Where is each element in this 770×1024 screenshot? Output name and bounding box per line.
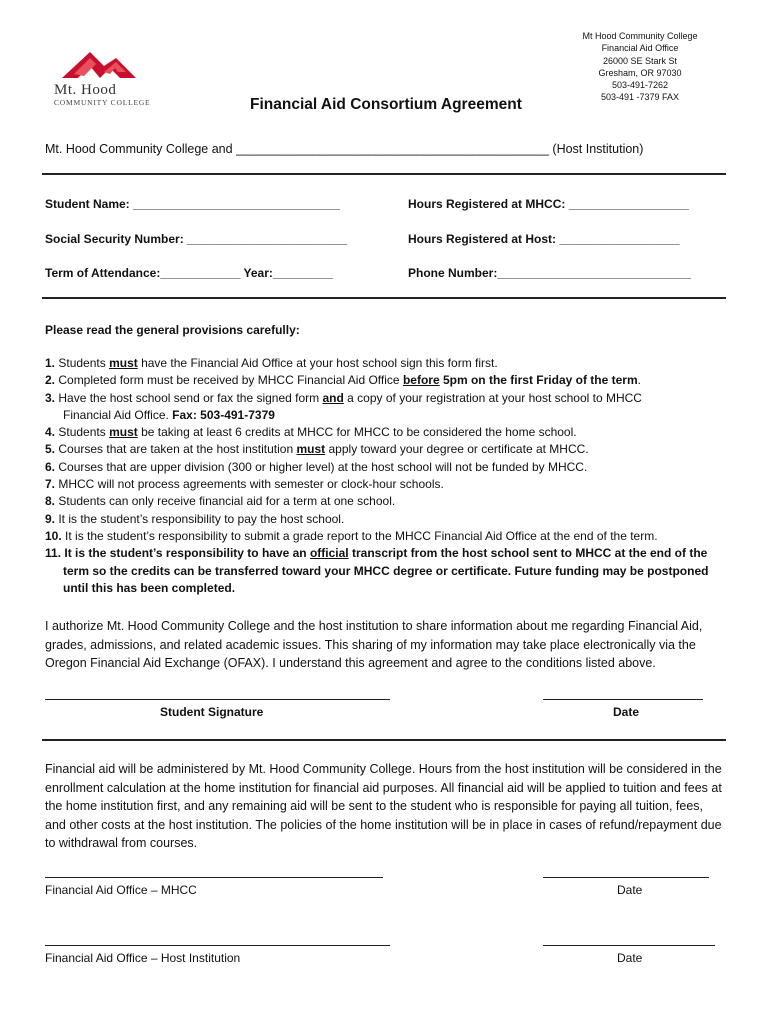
provision-item <box>45 528 725 545</box>
provision-number: 10. <box>45 528 62 543</box>
address-line: 26000 SE Stark St <box>602 55 678 66</box>
emphasis: before <box>402 373 440 388</box>
ssn-field[interactable]: Social Security Number: ________________________ <box>45 232 348 246</box>
provision-number: 5. <box>45 442 56 457</box>
provision-text: . <box>637 373 641 388</box>
provision-text: Have the host school send or fax the signed form <box>55 390 323 405</box>
logo-name: Mt. Hood <box>54 82 117 98</box>
provision-number: 11. <box>45 546 62 561</box>
provision-text: Financial Aid Office. <box>63 407 173 422</box>
provision-text: Students <box>55 425 110 440</box>
provision-text: Courses that are taken at the host institution <box>55 442 297 457</box>
provision-text: be taking at least 6 credits at MHCC for MHCC to be considered the home school. <box>137 425 577 440</box>
provision-text: Courses that are upper division (300 or higher level) at the host school will not be funded by MHCC. <box>55 459 588 474</box>
student-signature-line[interactable] <box>45 699 390 700</box>
provision-text: Students can only receive financial aid for a term at one school. <box>55 494 396 509</box>
hours-host-field[interactable]: Hours Registered at Host: __________________ <box>408 232 680 246</box>
consortium-prefix: Mt. Hood Community College and <box>45 142 233 156</box>
provision-item <box>45 390 725 425</box>
provision-item <box>45 545 725 597</box>
fa-host-label: Financial Aid Office – Host Institution <box>45 951 241 965</box>
address-block <box>560 30 720 104</box>
date-line[interactable] <box>543 699 703 700</box>
authorization-paragraph: I authorize Mt. Hood Community College and the host institution to share information about me regarding Financial Aid, grades, admissions, and related academic issues. This sharing of my information may take place electronically via the Oregon Financial Aid Exchange (OFAX). I understand this agreement and agree to the conditions listed above. <box>45 619 703 670</box>
provision-item <box>45 493 725 510</box>
provision-text: term so the credits can be transferred toward your MHCC degree or certificate. Future funding may be postponed <box>63 563 709 578</box>
provision-number: 3. <box>45 390 56 405</box>
provision-item <box>45 476 725 493</box>
emphasis: and <box>322 390 344 405</box>
provision-number: 7. <box>45 477 56 492</box>
provision-text: It is the student’s responsibility to have an <box>61 546 310 561</box>
date-line[interactable] <box>543 877 709 878</box>
provision-item <box>45 511 725 528</box>
college-logo <box>48 48 151 107</box>
provision-item <box>45 372 725 389</box>
provision-number: 2. <box>45 373 56 388</box>
phone-field[interactable]: Phone Number:_____________________________ <box>408 266 691 280</box>
provision-text: a copy of your registration at your host school to MHCC <box>343 390 642 405</box>
provision-text: transcript from the host school sent to MHCC at the end of the <box>348 546 708 561</box>
provision-item <box>45 459 725 476</box>
hours-mhcc-field[interactable]: Hours Registered at MHCC: __________________ <box>408 197 689 211</box>
provision-text: Completed form must be received by MHCC Financial Aid Office <box>55 373 403 388</box>
date-label: Date <box>613 705 640 719</box>
mhcc-signature-line[interactable] <box>45 877 383 878</box>
emphasis: must <box>109 356 138 370</box>
address-line: 503-491-7262 <box>611 80 669 91</box>
student-signature-label: Student Signature <box>160 705 264 719</box>
emphasis: must <box>109 425 138 440</box>
provision-item <box>45 424 725 441</box>
provision-number: 9. <box>45 511 56 526</box>
date-label: Date <box>617 883 643 897</box>
administration-paragraph: Financial aid will be administered by Mt. Hood Community College. Hours from the host institution will be considered in the enrollment calculation at the home institution for financial aid purposes. All financial aid will be applied to tuition and fees at the home institution first, and any remaining aid will be sent to the student who is responsible for paying all tuition, fees, and other costs at the host institution. The policies of the home institution will be in place in cases of refund/repayment due to withdrawal from courses. <box>45 762 722 850</box>
address-line: 503-491 -7379 FAX <box>600 92 680 103</box>
provisions-heading: Please read the general provisions carefully: <box>45 323 300 337</box>
fax-number: Fax: 503-491-7379 <box>172 407 275 422</box>
emphasis: official <box>309 546 349 561</box>
provisions-list <box>45 355 725 597</box>
emphasis: 5pm on the first Friday of the term <box>439 373 638 388</box>
student-name-field[interactable]: Student Name: _______________________________ <box>45 197 340 211</box>
provision-text: It is the student’s responsibility to submit a grade report to the MHCC Financial Aid Office at the end of the term. <box>61 528 658 543</box>
provision-text: apply toward your degree or certificate at MHCC. <box>325 442 589 457</box>
provision-item <box>45 441 725 458</box>
divider <box>42 739 726 741</box>
consortium-line <box>45 142 643 156</box>
emphasis: must <box>296 442 326 457</box>
host-institution-blank[interactable]: _____________________________________________ <box>236 142 549 156</box>
provision-number: 6. <box>45 459 56 474</box>
provision-number: 4. <box>45 425 56 440</box>
provision-number: 8. <box>45 494 56 509</box>
address-line: Mt Hood Community College <box>582 31 698 41</box>
host-signature-line[interactable] <box>45 945 390 946</box>
provision-number: 1. <box>45 356 56 370</box>
provision-text: have the Financial Aid Office at your host school sign this form first. <box>137 356 498 370</box>
provision-text: MHCC will not process agreements with semester or clock-hour schools. <box>55 477 444 492</box>
address-line: Financial Aid Office <box>601 43 679 54</box>
provision-text: Students <box>55 356 110 370</box>
divider <box>42 173 726 175</box>
mountain-icon <box>60 48 140 82</box>
provision-item <box>45 355 725 372</box>
provision-text: It is the student’s responsibility to pay the host school. <box>55 511 345 526</box>
fa-mhcc-label: Financial Aid Office – MHCC <box>45 883 197 897</box>
consortium-suffix: (Host Institution) <box>552 142 644 156</box>
provision-text: until this has been completed. <box>63 580 236 595</box>
page-title: Financial Aid Consortium Agreement <box>250 96 522 113</box>
logo-subtitle: COMMUNITY COLLEGE <box>54 98 151 107</box>
date-label: Date <box>617 951 643 965</box>
divider <box>42 297 726 299</box>
address-line: Gresham, OR 97030 <box>598 67 682 78</box>
term-year-field[interactable]: Term of Attendance:____________ Year:_________ <box>45 266 333 280</box>
date-line[interactable] <box>543 945 715 946</box>
